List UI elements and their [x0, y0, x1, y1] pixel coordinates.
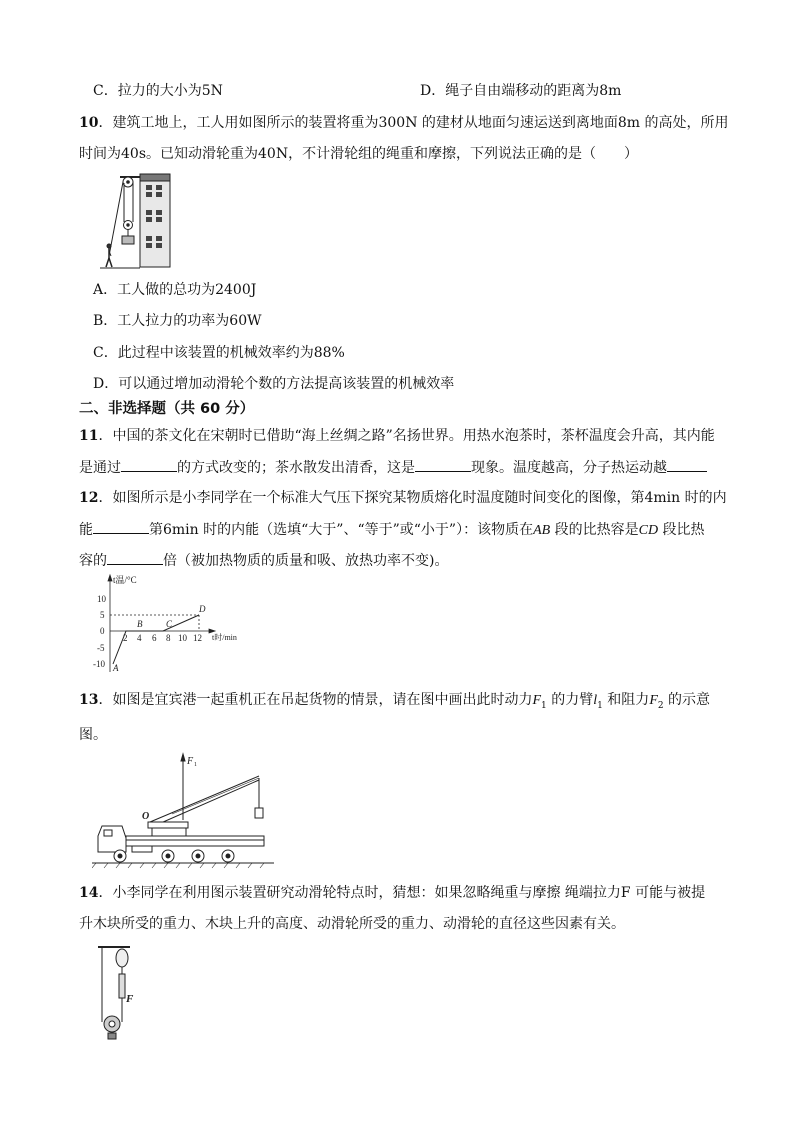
q12-text2c: 段的比热容是 [550, 522, 639, 538]
q13-text1a: ．如图是宜宾港一起重机正在吊起货物的情景，请在图中画出此时动力 [98, 692, 533, 708]
graph-y-arrow [108, 575, 112, 581]
x-tick-2: 2 [123, 633, 128, 643]
q12-text2b: 第6min 时的内能（选填“大于”、“等于”或“小于”）：该物质在 [149, 522, 534, 538]
y-tick-neg10: -10 [93, 659, 105, 669]
q10-stem-line2: 时间为40s。已知动滑轮重为40N，不计滑轮组的绳重和摩擦，下列说法正确的是（ ） [79, 146, 639, 162]
q14-text1: ．小李同学在利用图示装置研究动滑轮特点时，猜想：如果忽略绳重与摩擦 绳端拉力F 可能与被提 [98, 885, 706, 901]
q11-text2b: 的方式改变的；茶水散发出清香，这是 [177, 460, 415, 476]
q11-text2c: 现象。温度越高，分子热运动越 [471, 460, 667, 476]
q9-option-d: D．绳子自由端移动的距离为8m [420, 83, 622, 99]
q12-text2d: 段比热 [658, 522, 705, 538]
pulley-f-label: F [126, 993, 134, 1005]
point-a: A [113, 663, 119, 673]
q10-option-c: C．此过程中该装置的机械效率约为88% [93, 345, 345, 361]
q13-l1-subscript: 1 [597, 700, 603, 711]
q13-crane-truck-figure [92, 752, 274, 870]
q12-line3 [79, 550, 448, 571]
q14-movable-pulley-figure [96, 944, 146, 1040]
q12-blank-1[interactable] [93, 519, 149, 534]
point-d: D [199, 604, 206, 614]
q13-line2: 图。 [79, 727, 107, 743]
q11-blank-1[interactable] [121, 457, 177, 472]
q13-f1-symbol: F [532, 693, 542, 708]
y-tick-10: 10 [97, 594, 106, 604]
q10-pulley-building-figure [100, 170, 178, 270]
q12-text3b: 倍（被加热物质的质量和吸、放热功率不变)。 [163, 553, 449, 569]
q13-text1d: 的示意 [663, 692, 711, 708]
q12-line1 [79, 488, 727, 508]
x-tick-10: 10 [178, 633, 187, 643]
y-tick-neg5: -5 [97, 643, 105, 653]
q11-number: 11 [79, 428, 99, 444]
q12-segment-cd: CD [638, 523, 659, 538]
x-tick-6: 6 [152, 633, 157, 643]
q12-text1: ．如图所示是小李同学在一个标准大气压下探究某物质熔化时温度随时间变化的图像，第4min 时的内 [98, 490, 727, 506]
q11-line2 [79, 457, 707, 478]
q14-number: 14 [79, 885, 99, 901]
point-c: C [166, 619, 173, 629]
q11-text1: ．中国的茶文化在宋朝时已借助“海上丝绸之路”名扬世界。用热水泡茶时，茶杯温度会升高，其内能 [98, 428, 715, 444]
q9-option-c: C．拉力的大小为5N [93, 83, 223, 99]
q10-option-d: D．可以通过增加动滑轮个数的方法提高该装置的机械效率 [93, 376, 455, 392]
graph-x-label: t时/min [212, 633, 237, 642]
x-tick-12: 12 [193, 633, 202, 643]
q14-line1 [79, 883, 705, 903]
q12-segment-ab: AB [533, 523, 551, 538]
q10-option-a: A．工人做的总功为2400J [93, 282, 257, 298]
y-tick-5: 5 [100, 610, 105, 620]
q11-text2a: 是通过 [79, 460, 121, 476]
q14-line2: 升木块所受的重力、木块上升的高度、动滑轮所受的重力、动滑轮的直径这些因素有关。 [79, 916, 625, 932]
q12-blank-2[interactable] [107, 550, 163, 565]
section-heading: 二、非选择题（共 60 分） [79, 401, 255, 417]
x-tick-4: 4 [137, 633, 142, 643]
q13-f2-subscript: 2 [657, 700, 664, 711]
crane-f1-label: F [187, 756, 194, 767]
q11-blank-2[interactable] [415, 457, 471, 472]
x-tick-8: 8 [166, 633, 171, 643]
q12-temperature-time-graph [88, 572, 248, 677]
q13-l1-symbol: l [593, 693, 598, 708]
q13-text1c: 和阻力 [602, 692, 650, 708]
q12-number: 12 [79, 490, 99, 506]
q10-text1: ．建筑工地上，工人用如图所示的装置将重为300N 的建材从地面匀速运送到离地面8m 的高处，所用 [98, 115, 729, 131]
graph-y-label: t温/°C [113, 575, 137, 585]
q13-f1-subscript: 1 [541, 700, 547, 711]
q10-stem-line1 [79, 113, 729, 133]
crane-f1-subscript: 1 [194, 762, 197, 768]
q13-number: 13 [79, 692, 99, 708]
q12-text3a: 容的 [79, 553, 107, 569]
q13-line1 [79, 690, 710, 716]
q10-number: 10 [79, 115, 99, 131]
q13-f2-symbol: F [649, 693, 658, 708]
q12-line2 [79, 519, 705, 541]
crane-pivot-o: O [142, 811, 150, 822]
q10-option-b: B．工人拉力的功率为60W [93, 313, 262, 329]
point-b: B [137, 619, 143, 629]
q11-line1 [79, 426, 715, 446]
q13-text1b: 的力臂 [546, 692, 594, 708]
y-tick-0: 0 [100, 626, 105, 636]
q12-text2a: 能 [79, 522, 93, 538]
q11-blank-3[interactable] [667, 457, 707, 472]
